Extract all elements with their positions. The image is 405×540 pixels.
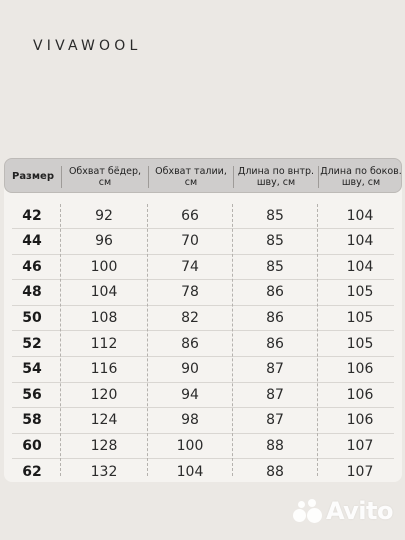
cell-waist: 74 (181, 258, 199, 275)
cell-waist: 98 (181, 412, 199, 429)
cell-hips: 100 (90, 258, 118, 275)
cell-hips: 104 (90, 284, 118, 301)
avito-logo-icon (293, 499, 323, 523)
cell-inseam: 86 (266, 335, 284, 352)
watermark-text: Avito (325, 497, 393, 525)
cell-inseam: 85 (266, 233, 284, 250)
table-row (4, 229, 402, 254)
cell-outseam: 104 (346, 233, 374, 250)
header-size: Размер (11, 171, 54, 182)
cell-waist: 78 (181, 284, 199, 301)
table-row (4, 331, 402, 356)
cell-inseam: 87 (266, 386, 284, 403)
cell-size: 62 (22, 463, 42, 480)
column-divider (147, 204, 148, 476)
column-divider (232, 204, 233, 476)
table-row (4, 433, 402, 458)
table-row (4, 203, 402, 228)
cell-size: 48 (22, 284, 42, 301)
cell-inseam: 88 (266, 463, 284, 480)
cell-outseam: 107 (346, 463, 374, 480)
header-hips: Обхват бёдер, см (68, 165, 142, 188)
cell-inseam: 85 (266, 207, 284, 224)
table-header (4, 158, 402, 193)
cell-outseam: 106 (346, 361, 374, 378)
cell-size: 42 (22, 207, 42, 224)
cell-size: 54 (22, 361, 42, 378)
table-row (4, 408, 402, 433)
cell-size: 46 (22, 258, 42, 275)
cell-waist: 90 (181, 361, 199, 378)
cell-outseam: 104 (346, 207, 374, 224)
cell-outseam: 105 (346, 284, 374, 301)
cell-outseam: 105 (346, 309, 374, 326)
cell-hips: 128 (90, 437, 118, 454)
table-row (4, 357, 402, 382)
cell-hips: 116 (90, 361, 118, 378)
column-divider (60, 204, 61, 476)
cell-hips: 112 (90, 335, 118, 352)
cell-inseam: 88 (266, 437, 284, 454)
cell-size: 56 (22, 386, 42, 403)
cell-outseam: 106 (346, 386, 374, 403)
cell-waist: 100 (176, 437, 204, 454)
table-row (4, 382, 402, 407)
cell-waist: 86 (181, 335, 199, 352)
table-row (4, 280, 402, 305)
cell-outseam: 105 (346, 335, 374, 352)
header-outseam: Длина по боков. шву, см (320, 165, 402, 188)
cell-hips: 108 (90, 309, 118, 326)
cell-waist: 66 (181, 207, 199, 224)
brand-logo: VIVAWOOL (33, 38, 142, 54)
header-inseam: Длина по внтр. шву, см (237, 165, 315, 188)
cell-outseam: 106 (346, 412, 374, 429)
cell-size: 58 (22, 412, 42, 429)
cell-waist: 70 (181, 233, 199, 250)
cell-size: 44 (22, 233, 42, 250)
cell-hips: 124 (90, 412, 118, 429)
cell-waist: 94 (181, 386, 199, 403)
cell-waist: 82 (181, 309, 199, 326)
table-row (4, 254, 402, 279)
column-divider (317, 204, 318, 476)
table-row (4, 459, 402, 484)
cell-hips: 132 (90, 463, 118, 480)
cell-hips: 92 (95, 207, 113, 224)
cell-size: 60 (22, 437, 42, 454)
cell-hips: 96 (95, 233, 113, 250)
cell-outseam: 107 (346, 437, 374, 454)
cell-size: 50 (22, 309, 42, 326)
cell-hips: 120 (90, 386, 118, 403)
cell-waist: 104 (176, 463, 204, 480)
table-row (4, 305, 402, 330)
cell-inseam: 87 (266, 412, 284, 429)
cell-inseam: 86 (266, 284, 284, 301)
size-table (4, 158, 402, 482)
cell-inseam: 87 (266, 361, 284, 378)
avito-watermark (293, 497, 393, 525)
cell-outseam: 104 (346, 258, 374, 275)
cell-inseam: 86 (266, 309, 284, 326)
header-waist: Обхват талии, см (155, 165, 227, 188)
cell-inseam: 85 (266, 258, 284, 275)
cell-size: 52 (22, 335, 42, 352)
